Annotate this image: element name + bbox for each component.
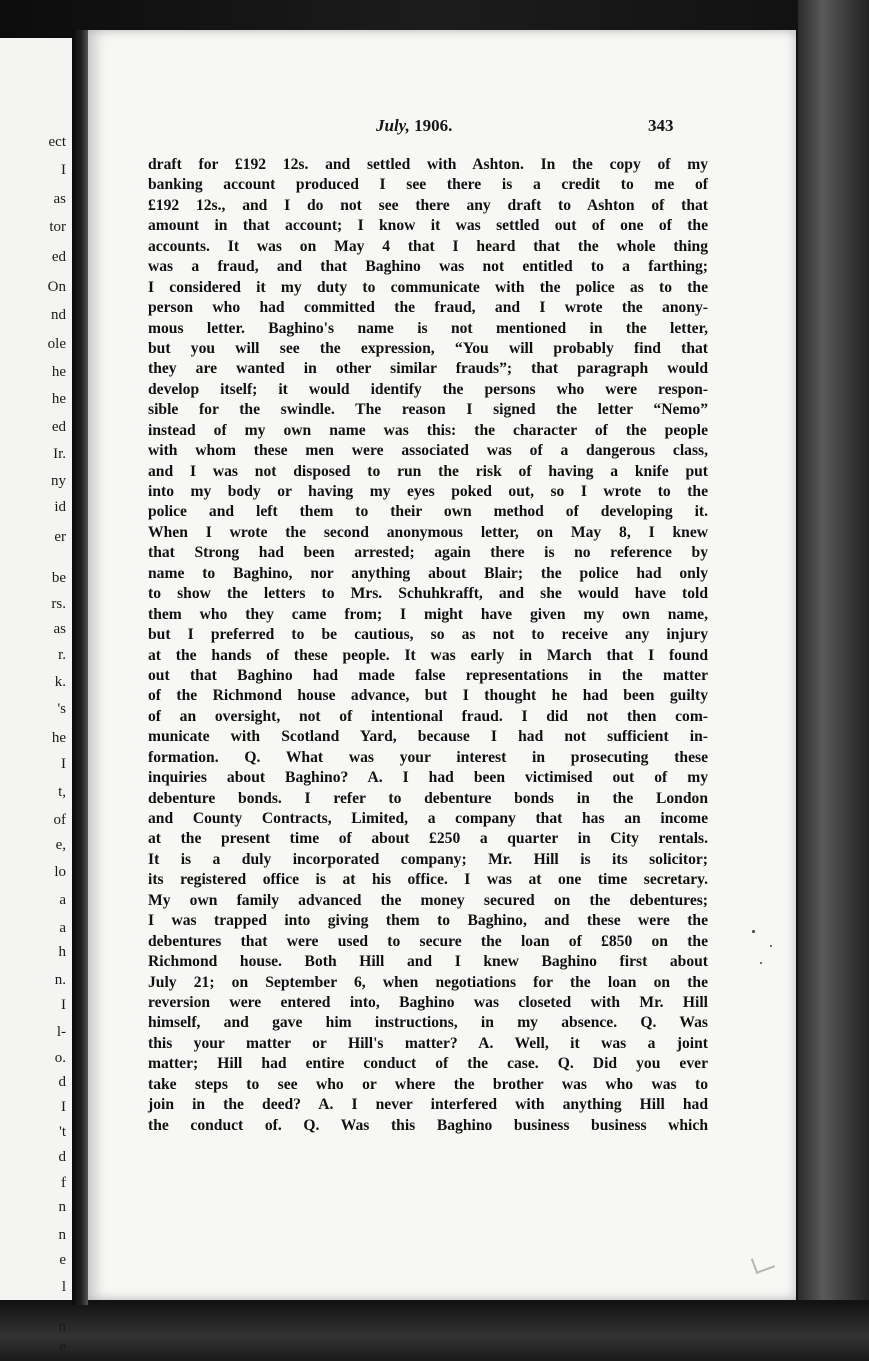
facing-page-text-fragment: t, [58, 784, 66, 800]
text-line: them who they came from; I might have given my own name, [148, 605, 708, 623]
book-edge-right [798, 0, 869, 1361]
facing-page-text-fragment: ole [47, 336, 66, 352]
facing-page-text-fragment: a [59, 920, 66, 936]
facing-page-text-fragment: n [58, 1227, 66, 1243]
text-line: matter; Hill had entire conduct of the case. Q. Did you ever [148, 1055, 708, 1073]
text-line: When I wrote the second anonymous letter, on May 8, I knew [148, 523, 708, 541]
text-line: Richmond house. Both Hill and I knew Baghino first about [148, 953, 708, 971]
text-line: mous letter. Baghino's name is not mentioned in the letter, [148, 319, 708, 337]
text-line: but you will see the expression, “You will probably find that [148, 339, 708, 357]
facing-page-text-fragment: id [54, 499, 66, 515]
text-line: accounts. It was on May 4 that I heard that the whole thing [148, 237, 708, 255]
text-line: draft for £192 12s. and settled with Ashton. In the copy of my [148, 156, 708, 173]
running-header [88, 116, 796, 140]
text-line: its registered office is at his office. I was at one time secretary. [148, 871, 708, 889]
text-line: sible for the swindle. The reason I signed the letter “Nemo” [148, 401, 708, 419]
facing-page-fragment [0, 38, 74, 1355]
body-text [148, 155, 708, 1136]
text-line: they are wanted in other similar frauds”; that paragraph would [148, 360, 708, 378]
text-line: at the present time of about £250 a quarter in City rentals. [148, 830, 708, 848]
facing-page-text-fragment: tor [49, 219, 66, 235]
facing-page-text-fragment: e, [55, 837, 66, 853]
text-line: this your matter or Hill's matter? A. Well, it was a joint [148, 1034, 708, 1052]
facing-page-text-fragment: 't [59, 1124, 66, 1140]
facing-page-text-fragment: be [51, 570, 66, 586]
text-line: July 21; on September 6, when negotiations for the loan on the [148, 973, 708, 991]
facing-page-text-fragment: of [53, 812, 66, 828]
text-line: that Strong had been arrested; again there is no reference by [148, 544, 708, 562]
text-line: police and left them to their own method of developing it. [148, 503, 708, 521]
text-line: to show the letters to Mrs. Schuhkrafft, and she would have told [148, 585, 708, 603]
header-date [376, 116, 452, 136]
facing-page-text-fragment: d [58, 1149, 66, 1165]
text-line: name to Baghino, nor anything about Blair; the police had only [148, 564, 708, 582]
text-line: formation. Q. What was your interest in prosecuting these [148, 748, 708, 766]
facing-page-text-fragment: I [61, 997, 66, 1013]
text-line: inquiries about Baghino? A. I had been victimised out of my [148, 769, 708, 787]
facing-page-text-fragment: d [58, 1074, 66, 1090]
facing-page-text-fragment: I [61, 756, 66, 772]
text-line: person who had committed the fraud, and I wrote the anony- [148, 299, 708, 317]
text-line: himself, and gave him instructions, in my absence. Q. Was [148, 1014, 708, 1032]
text-line: develop itself; it would identify the persons who were respon- [148, 380, 708, 398]
scan-speck [770, 945, 772, 947]
text-line: reversion were entered into, Baghino was closeted with Mr. Hill [148, 993, 708, 1011]
text-line: £192 12s., and I do not see there any draft to Ashton of that [148, 196, 708, 214]
facing-page-text-fragment: l- [56, 1024, 66, 1040]
facing-page-text-fragment: nd [51, 307, 66, 323]
text-line: debenture bonds. I refer to debenture bonds in the London [148, 789, 708, 807]
document-page [88, 30, 796, 1300]
facing-page-text-fragment: ed [51, 249, 66, 265]
facing-page-text-fragment: he [51, 364, 66, 380]
page-corner-mark [751, 1252, 775, 1274]
facing-page-text-fragment: 's [57, 701, 66, 717]
text-line: and I was not disposed to run the risk of having a knife put [148, 462, 708, 480]
text-line: My own family advanced the money secured on the debentures; [148, 891, 708, 909]
facing-page-text-fragment: ny [51, 473, 66, 489]
text-line: out that Baghino had made false representations in the matter [148, 666, 708, 684]
facing-page-text-fragment: r. [58, 647, 66, 663]
text-line: banking account produced I see there is a credit to me of [148, 176, 708, 194]
facing-page-text-fragment: f [61, 1175, 66, 1191]
text-line: join in the deed? A. I never interfered with anything Hill had [148, 1096, 708, 1114]
facing-page-text-fragment: I [61, 162, 66, 178]
text-line: into my body or having my eyes poked out, so I wrote to the [148, 483, 708, 500]
facing-page-text-fragment: On [47, 279, 66, 295]
text-line: I considered it my duty to communicate with the police as to the [148, 278, 708, 296]
facing-page-text-fragment: l [61, 1279, 66, 1295]
text-line: of an oversight, not of intentional fraud. I did not then com- [148, 707, 708, 725]
facing-page-text-fragment: n. [54, 972, 66, 988]
facing-page-text-fragment: o. [54, 1050, 66, 1066]
facing-page-text-fragment: he [51, 391, 66, 407]
facing-page-text-fragment: I [61, 1099, 66, 1115]
scan-speck [760, 962, 762, 964]
facing-page-text-fragment: a [59, 892, 66, 908]
text-line: municate with Scotland Yard, because I had not sufficient in- [148, 728, 708, 746]
text-line: was a fraud, and that Baghino was not entitled to a farthing; [148, 258, 708, 276]
text-line: It is a duly incorporated company; Mr. Hill is its solicitor; [148, 850, 708, 868]
facing-page-text-fragment: Ir. [53, 446, 66, 462]
header-year: 1906. [414, 116, 453, 135]
text-line: the conduct of. Q. Was this Baghino business business which [148, 1116, 708, 1134]
text-line: instead of my own name was this: the character of the people [148, 421, 708, 439]
header-month: July, [376, 116, 410, 135]
text-line: I was trapped into giving them to Baghino, and these were the [148, 912, 708, 930]
text-line: amount in that account; I know it was settled out of one of the [148, 217, 708, 235]
text-line: with whom these men were associated was of a dangerous class, [148, 442, 708, 460]
scan-speck [752, 930, 755, 933]
facing-page-text-fragment: rs. [51, 596, 66, 612]
facing-page-text-fragment: n [58, 1199, 66, 1215]
text-line: at the hands of these people. It was early in March that I found [148, 646, 708, 664]
page-number: 343 [648, 116, 674, 135]
facing-page-text-fragment: ed [51, 419, 66, 435]
facing-page-text-fragment: he [51, 730, 66, 746]
text-line: debentures that were used to secure the loan of £850 on the [148, 932, 708, 950]
facing-page-text-fragment: h [58, 944, 66, 960]
book-spine [72, 30, 88, 1305]
book-edge-bottom [0, 1300, 869, 1361]
text-line: but I preferred to be cautious, so as not to receive any injury [148, 626, 708, 644]
facing-page-text-fragment: as [53, 621, 66, 637]
text-line: and County Contracts, Limited, a company that has an income [148, 810, 708, 827]
facing-page-text-fragment: k. [54, 674, 66, 690]
text-line: of the Richmond house advance, but I thought he had been guilty [148, 687, 708, 705]
facing-page-text-fragment: lo [54, 864, 66, 880]
facing-page-text-fragment: er [54, 529, 66, 545]
facing-page-text-fragment: as [53, 191, 66, 207]
facing-page-text-fragment: t [61, 1299, 66, 1315]
facing-page-text-fragment: n [58, 1319, 66, 1335]
facing-page-text-fragment: e [59, 1252, 66, 1268]
facing-page-text-fragment: ect [48, 134, 66, 150]
text-line: take steps to see who or where the brother was who was to [148, 1075, 708, 1093]
facing-page-text-fragment: e [59, 1339, 66, 1355]
